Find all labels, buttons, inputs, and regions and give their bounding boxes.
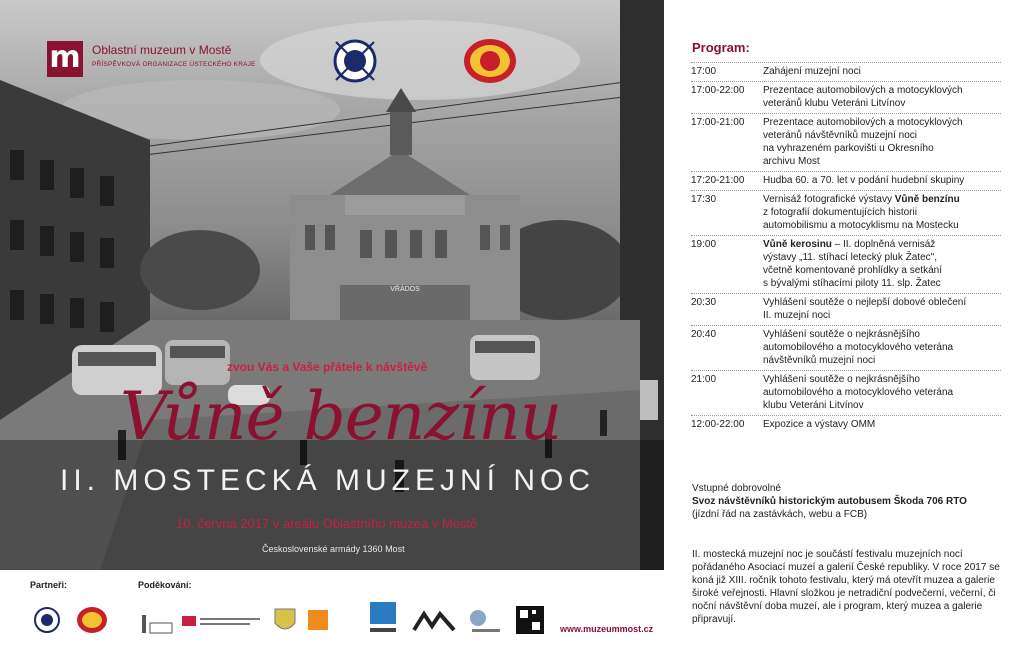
program-heading: Program: (692, 40, 750, 55)
icom-logo (468, 606, 504, 636)
event-date: 10. června 2017 v areálu Oblastního muzea v Mostě (176, 516, 478, 531)
schedule-time: 21:00 (691, 374, 717, 385)
schedule-description: Prezentace automobilových a motocyklových veteránů klubu Veteráni Litvínov (763, 85, 963, 109)
schedule-description: Zahájení muzejní noci (763, 66, 861, 77)
entry-fee: Vstupné dobrovolné (692, 483, 781, 494)
schedule-time: 17:20-21:00 (691, 175, 745, 186)
mg-logo (412, 610, 456, 634)
schedule-time: 17:00 (691, 66, 717, 77)
thanks-label: Poděkování: (138, 580, 192, 590)
invitation-text: zvou Vás a Vaše přátele k návštěvě (227, 360, 428, 374)
event-title: Vůně benzínu (120, 378, 562, 455)
qr-logo (516, 606, 544, 634)
entry-info (692, 482, 1002, 521)
museum-logo: m (47, 41, 83, 77)
partner-logo-small (76, 605, 108, 635)
schedule-row (691, 81, 1001, 113)
program-schedule (691, 62, 1001, 434)
event-subtitle: II. MOSTECKÁ MUZEJNÍ NOC (60, 464, 596, 497)
museum-address: Československé armády 1360 Most (262, 544, 405, 554)
schedule-time: 17:00-22:00 (691, 85, 745, 96)
schedule-row (691, 171, 1001, 190)
schedule-row (691, 293, 1001, 325)
veterani-club-emblem (330, 36, 380, 86)
schedule-row (691, 62, 1001, 81)
schedule-row (691, 235, 1001, 293)
schedule-description: Expozice a výstavy OMM (763, 419, 876, 430)
partners-strip (0, 570, 664, 658)
schedule-description: Vyhlášení soutěže o nejkrásnějšího automobilového a motocyklového veterána návštěvníků muzejní noci (763, 329, 954, 366)
schedule-row (691, 113, 1001, 171)
festival-info: II. mostecká muzejní noc je součástí festivalu muzejních nocí pořádaného Asociací muzeí a galerií České republiky. V roce 2017 se koná již XIII. ročník tohoto festivalu, který má otevřít muzea a galerie široké veřejnosti. Hlavní složkou je netradiční podvečerní, večerní, či noční návštěvní doba muzeí, ale i program, který muzea a galerie připravují. (692, 549, 1000, 625)
veterani-logo-small (32, 605, 62, 635)
crest-logo (272, 606, 298, 636)
schedule-description: Prezentace automobilových a motocyklových veteránů návštěvníků muzejní noci na vyhrazeném parkovišti u Okresního archivu Most (763, 117, 963, 167)
schedule-row (691, 190, 1001, 235)
schedule-time: 17:00-21:00 (691, 117, 745, 128)
building-sign: VŘÁDOS (390, 286, 420, 293)
schedule-row (691, 325, 1001, 370)
most-city-logo (138, 605, 174, 637)
schedule-row (691, 415, 1001, 434)
schedule-time: 20:30 (691, 297, 717, 308)
bus-schedule-note: (jízdní řád na zastávkách, webu a FCB) (692, 509, 868, 520)
schedule-time: 17:30 (691, 194, 717, 205)
schedule-description: Vernisáž fotografické výstavy Vůně benzínu z fotografií dokumentujících historii automobilismu a motocyklismu na Mostecku (763, 194, 960, 231)
schedule-description: Hudba 60. a 70. let v podání hudební skupiny (763, 175, 965, 186)
cesky-kraj-logo (366, 600, 400, 640)
orange-logo (306, 608, 330, 632)
schedule-description: Vyhlášení soutěže o nejkrásnějšího automobilového a motocyklového veterána klubu Veteráni Litvínov (763, 374, 954, 411)
bus-transport: Svoz návštěvníků historickým autobusem Škoda 706 RTO (692, 496, 967, 507)
schedule-time: 12:00-22:00 (691, 419, 745, 430)
partners-label: Partneři: (30, 580, 68, 590)
museum-website-link[interactable]: www.muzeummost.cz (560, 624, 654, 634)
program-column (664, 0, 1024, 658)
schedule-description: Vůně kerosinu – II. doplněná vernisáž výstavy „11. stíhací letecký pluk Žatec", včetně komentované prohlídky a setkání s bývalými stíhacími piloty 11. slp. Žatec (763, 239, 942, 289)
museum-name: Oblastní muzeum v Mostě (92, 43, 232, 57)
schedule-time: 19:00 (691, 239, 717, 250)
schedule-description: Vyhlášení soutěže o nejlepší dobové oblečení II. muzejní noci (763, 297, 967, 321)
sponsor-logo-1 (182, 612, 262, 630)
museum-subtitle: PŘÍSPĚVKOVÁ ORGANIZACE ÚSTECKÉHO KRAJE (92, 61, 256, 68)
schedule-time: 20:40 (691, 329, 717, 340)
partner-emblem (462, 36, 518, 86)
schedule-row (691, 370, 1001, 415)
